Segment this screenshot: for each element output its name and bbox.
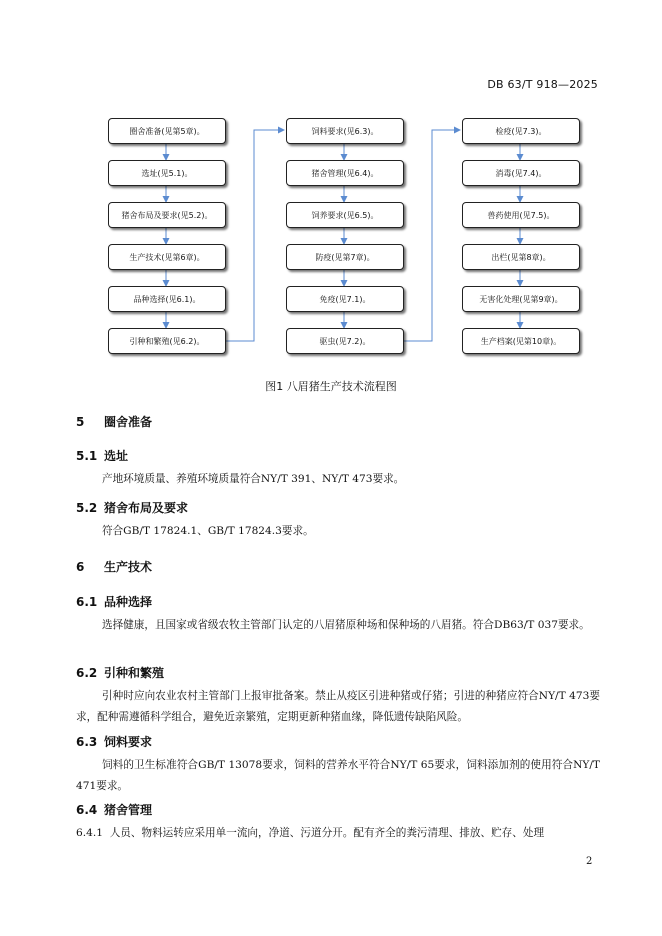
flow-box: 品种选择(见6.1)。 bbox=[108, 286, 226, 312]
section-heading bbox=[76, 447, 128, 464]
flow-box: 免疫(见7.1)。 bbox=[286, 286, 404, 312]
figure-caption: 图1 八眉猪生产技术流程图 bbox=[265, 380, 397, 393]
paragraph: 饲料的卫生标准符合GB/T 13078要求，饲料的营养水平符合NY/T 65要求，饲料添加剂的使用符合NY/T 471要求。 bbox=[76, 759, 600, 792]
section-heading bbox=[76, 801, 152, 818]
section-heading bbox=[76, 558, 152, 575]
flow-box: 无害化处理(见第9章)。 bbox=[462, 286, 580, 312]
flow-box: 检疫(见7.3)。 bbox=[462, 118, 580, 144]
paragraph: 符合GB/T 17824.1、GB/T 17824.3要求。 bbox=[102, 525, 314, 537]
paragraph: 产地环境质量、养殖环境质量符合NY/T 391、NY/T 473要求。 bbox=[102, 473, 405, 485]
flow-box: 猪舍管理(见6.4)。 bbox=[286, 160, 404, 186]
section-title: 选址 bbox=[104, 449, 129, 463]
flow-box: 引种和繁殖(见6.2)。 bbox=[108, 328, 226, 354]
flow-box: 消毒(见7.4)。 bbox=[462, 160, 580, 186]
paragraph: 选择健康，且国家或省级农牧主管部门认定的八眉猪原种场和保种场的八眉猪。符合DB63/T 037要求。 bbox=[102, 619, 590, 631]
section-number: 6.2 bbox=[76, 666, 98, 680]
section-number: 5.2 bbox=[76, 501, 98, 515]
standard-code: DB 63/T 918—2025 bbox=[487, 78, 598, 91]
section-heading bbox=[76, 664, 164, 681]
flow-box: 猪舍布局及要求(见5.2)。 bbox=[108, 202, 226, 228]
section-title: 猪舍管理 bbox=[104, 803, 153, 817]
section-title: 引种和繁殖 bbox=[104, 666, 165, 680]
section-title: 猪舍布局及要求 bbox=[104, 501, 189, 515]
flow-box: 饲养要求(见6.5)。 bbox=[286, 202, 404, 228]
section-heading bbox=[76, 733, 152, 750]
paragraph: 引种时应向农业农村主管部门上报审批备案。禁止从疫区引进种猪或仔猪；引进的种猪应符合NY/T 473要求，配种需遵循科学组合，避免近亲繁殖，定期更新种猪血缘，降低遗传缺陷风险。 bbox=[76, 690, 600, 723]
flow-box: 饲料要求(见6.3)。 bbox=[286, 118, 404, 144]
section-title: 品种选择 bbox=[104, 595, 153, 609]
flow-box: 生产档案(见第10章)。 bbox=[462, 328, 580, 354]
clause-6-4-1 bbox=[76, 823, 600, 844]
section-number: 6.3 bbox=[76, 735, 98, 749]
section-number: 6 bbox=[76, 560, 85, 574]
flow-box: 选址(见5.1)。 bbox=[108, 160, 226, 186]
flow-box: 出栏(见第8章)。 bbox=[462, 244, 580, 270]
section-heading bbox=[76, 593, 152, 610]
section-number: 5 bbox=[76, 415, 85, 429]
section-heading bbox=[76, 413, 152, 430]
section-number: 6.1 bbox=[76, 595, 98, 609]
flow-box: 生产技术(见第6章)。 bbox=[108, 244, 226, 270]
page-number: 2 bbox=[586, 856, 593, 867]
section-number: 6.4 bbox=[76, 803, 98, 817]
section-heading bbox=[76, 499, 188, 516]
section-title: 生产技术 bbox=[104, 560, 153, 574]
section-number: 5.1 bbox=[76, 449, 98, 463]
clause-text: 人员、物料运转应采用单一流向，净道、污道分开。配有齐全的粪污清理、排放、贮存、处理 bbox=[109, 827, 545, 839]
flow-box: 圈舍准备(见第5章)。 bbox=[108, 118, 226, 144]
section-title: 饲料要求 bbox=[104, 735, 153, 749]
flow-box: 驱虫(见7.2)。 bbox=[286, 328, 404, 354]
flow-box: 防疫(见第7章)。 bbox=[286, 244, 404, 270]
section-title: 圈舍准备 bbox=[104, 415, 153, 429]
flow-box: 兽药使用(见7.5)。 bbox=[462, 202, 580, 228]
clause-number: 6.4.1 bbox=[76, 827, 103, 839]
